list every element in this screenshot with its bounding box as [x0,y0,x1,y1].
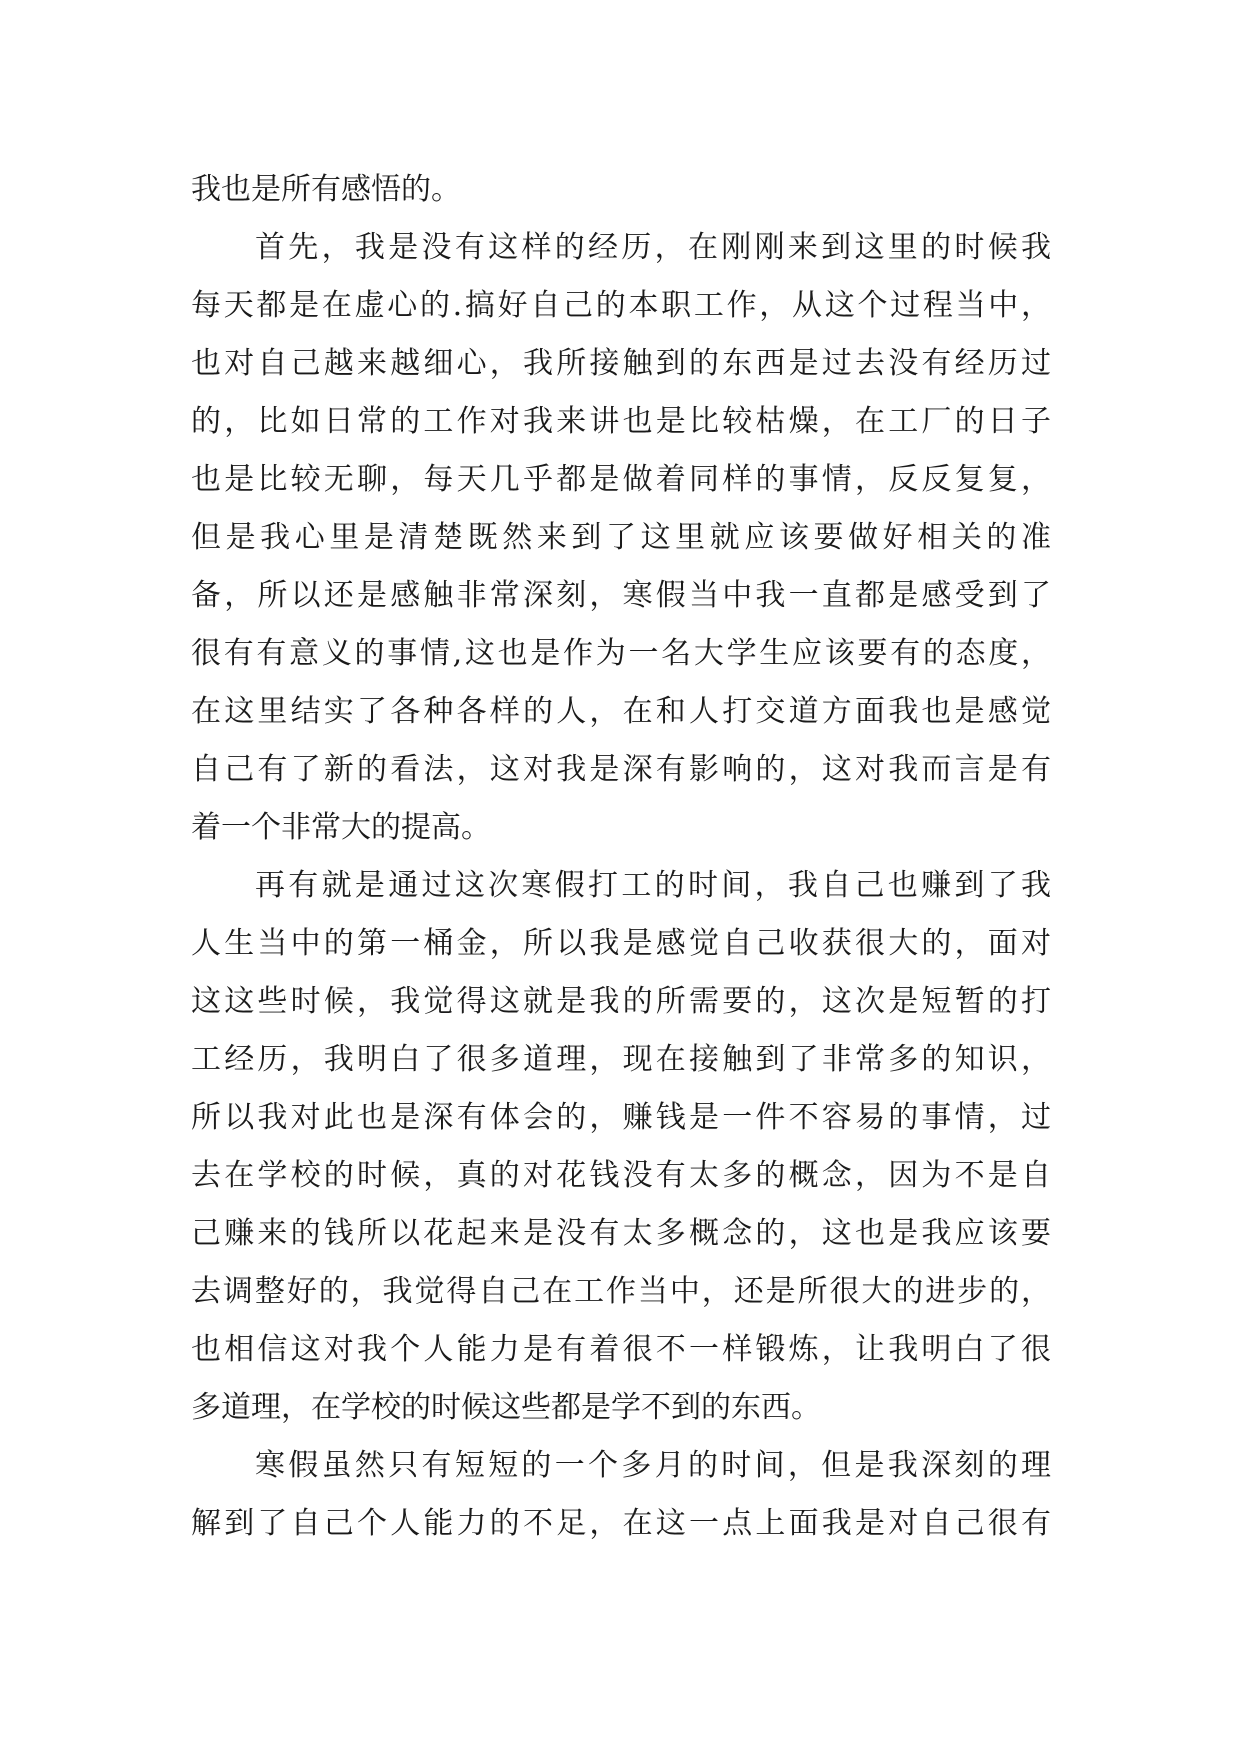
text-line: 所以我对此也是深有体会的，赚钱是一件不容易的事情，过 [191,1100,1051,1135]
text-line: 寒假虽然只有短短的一个多月的时间，但是我深刻的理 [255,1448,1051,1483]
text-line: 我也是所有感悟的。 [191,172,461,207]
text-line: 的，比如日常的工作对我来讲也是比较枯燥，在工厂的日子 [191,404,1051,439]
text-line: 也相信这对我个人能力是有着很不一样锻炼，让我明白了很 [191,1332,1051,1367]
text-line: 每天都是在虚心的.搞好自己的本职工作，从这个过程当中， [191,288,1051,323]
body-text [191,161,1051,1553]
text-line: 解到了自己个人能力的不足，在这一点上面我是对自己很有 [191,1506,1051,1541]
text-line: 很有有意义的事情,这也是作为一名大学生应该要有的态度， [191,636,1051,671]
text-line: 自己有了新的看法，这对我是深有影响的，这对我而言是有 [191,752,1051,787]
text-line: 在这里结实了各种各样的人，在和人打交道方面我也是感觉 [191,694,1051,729]
text-line: 但是我心里是清楚既然来到了这里就应该要做好相关的准 [191,520,1051,555]
text-line: 这这些时候，我觉得这就是我的所需要的，这次是短暂的打 [191,984,1051,1019]
text-line: 也对自己越来越细心，我所接触到的东西是过去没有经历过 [191,346,1051,381]
text-line: 着一个非常大的提高。 [191,810,491,845]
text-line: 再有就是通过这次寒假打工的时间，我自己也赚到了我 [255,868,1051,903]
text-line: 工经历，我明白了很多道理，现在接触到了非常多的知识， [191,1042,1051,1077]
text-line: 首先，我是没有这样的经历，在刚刚来到这里的时候我 [255,230,1051,265]
text-line: 也是比较无聊，每天几乎都是做着同样的事情，反反复复， [191,462,1051,497]
text-line: 去在学校的时候，真的对花钱没有太多的概念，因为不是自 [191,1158,1051,1193]
text-line: 去调整好的，我觉得自己在工作当中，还是所很大的进步的， [191,1274,1051,1309]
text-line: 人生当中的第一桶金，所以我是感觉自己收获很大的，面对 [191,926,1051,961]
text-line: 己赚来的钱所以花起来是没有太多概念的，这也是我应该要 [191,1216,1051,1251]
text-line: 多道理，在学校的时候这些都是学不到的东西。 [191,1390,821,1425]
text-line: 备，所以还是感触非常深刻，寒假当中我一直都是感受到了 [191,578,1051,613]
